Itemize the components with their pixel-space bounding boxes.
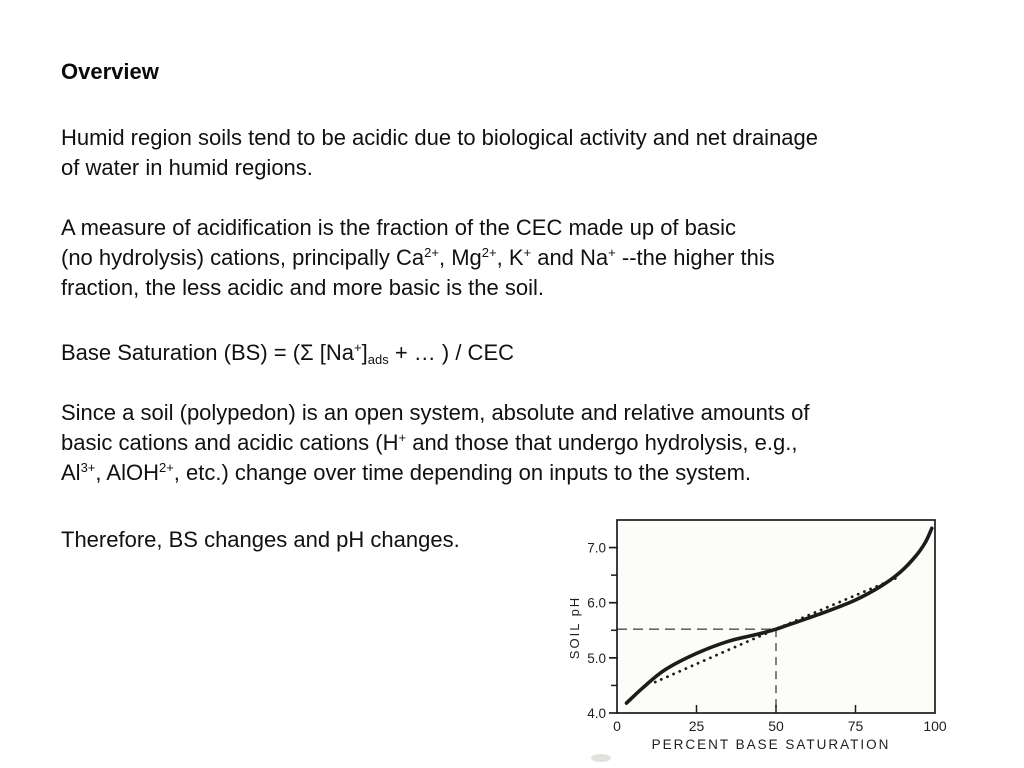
chart-canvas bbox=[565, 505, 1015, 768]
superscript: 3+ bbox=[80, 460, 96, 475]
text-line: $Al^{3+}$, AlOH$^{2+}$, etc.) change over time depending on inputs to the system. bbox=[61, 460, 752, 485]
text-line: basic cations and acidic cations (H+ and those that undergo hydrolysis, e.g., bbox=[61, 430, 798, 455]
x-axis-title: PERCENT BASE SATURATION bbox=[651, 737, 891, 752]
text-line: Since a soil (polypedon) is an open system, absolute and relative amounts of bbox=[61, 400, 810, 425]
superscript: + bbox=[398, 430, 407, 445]
superscript: 2+ bbox=[481, 245, 497, 260]
x-axis-tick-label: 25 bbox=[688, 718, 705, 734]
superscript: + bbox=[354, 340, 362, 355]
paragraph-4 bbox=[61, 398, 809, 488]
y-axis-tick-label: 6.0 bbox=[587, 595, 606, 611]
text-line: of water in humid regions. bbox=[61, 155, 313, 180]
text-line: (no hydrolysis) cations, principally $Ca^{2+}$, $Mg^{2+}$, K+ and Na+ --the higher this bbox=[61, 245, 775, 270]
text-line: fraction, the less acidic and more basic is the soil. bbox=[61, 275, 545, 300]
superscript: + bbox=[608, 245, 616, 260]
plot-background bbox=[617, 520, 935, 713]
x-axis-tick-label: 100 bbox=[923, 718, 947, 734]
subscript: ads bbox=[367, 352, 389, 367]
slide-title: Overview bbox=[61, 59, 159, 84]
text-line: Therefore, BS changes and pH changes. bbox=[61, 527, 460, 552]
paragraph-1 bbox=[61, 123, 818, 183]
soil-ph-vs-base-saturation-chart bbox=[565, 505, 1015, 768]
paragraph-5 bbox=[61, 525, 460, 555]
superscript: + bbox=[523, 245, 532, 260]
y-axis-tick-label: 4.0 bbox=[587, 706, 606, 721]
formula-base-saturation bbox=[61, 338, 514, 368]
x-axis-tick-label: 50 bbox=[768, 718, 784, 734]
superscript: 2+ bbox=[158, 460, 174, 475]
superscript: 2+ bbox=[424, 245, 439, 260]
y-axis-title: SOIL pH bbox=[567, 595, 582, 660]
x-axis-tick-label: 0 bbox=[613, 718, 621, 734]
text-line: Base Saturation (BS) = (Σ $[Na^+]_{ads}$ + … ) / CEC bbox=[61, 340, 514, 367]
paragraph-2 bbox=[61, 213, 775, 303]
y-axis-tick-label: 5.0 bbox=[587, 650, 606, 666]
text-line: A measure of acidification is the fraction of the CEC made up of basic bbox=[61, 215, 737, 240]
scan-smudge bbox=[591, 754, 611, 762]
text-line: Humid region soils tend to be acidic due to biological activity and net drainage bbox=[61, 125, 819, 150]
y-axis-tick-label: 7.0 bbox=[587, 540, 606, 556]
x-axis-tick-label: 75 bbox=[847, 718, 864, 734]
